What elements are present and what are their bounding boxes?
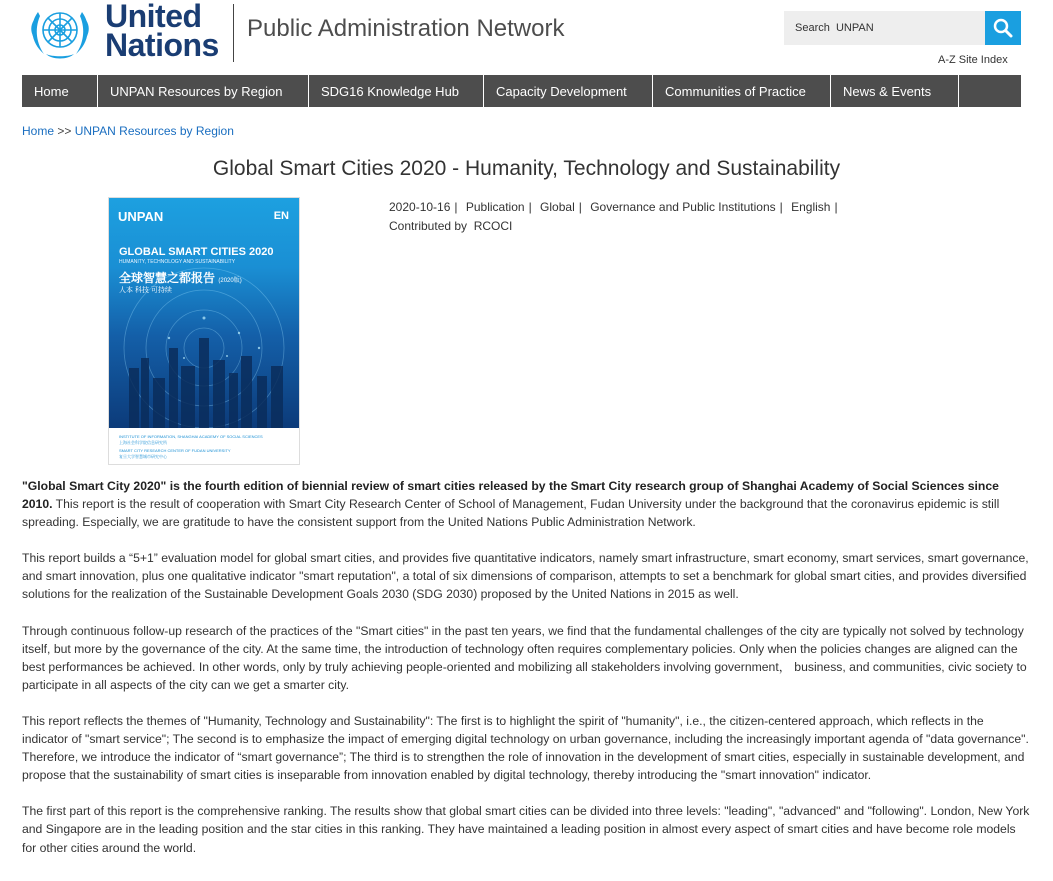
- meta-region[interactable]: Global: [540, 200, 575, 214]
- un-wordmark[interactable]: [105, 0, 219, 63]
- az-site-index-link[interactable]: A-Z Site Index: [938, 54, 1008, 66]
- nav-news-events[interactable]: News & Events: [831, 75, 959, 107]
- un-wordmark-line2: Nations: [105, 27, 219, 63]
- nav-communities-of-practice[interactable]: Communities of Practice: [653, 75, 831, 107]
- un-emblem-icon[interactable]: [24, 2, 96, 64]
- cover-institute-1-cn: 上海社会科学院信息研究所: [119, 440, 167, 445]
- page-title: Global Smart Cities 2020 - Humanity, Technology and Sustainability: [212, 157, 841, 180]
- cover-subtitle-en: HUMANITY, TECHNOLOGY AND SUSTAINABILITY: [119, 259, 236, 265]
- report-cover-image[interactable]: [108, 197, 300, 465]
- breadcrumb-separator: >>: [57, 124, 72, 138]
- cover-title-cn: 全球智慧之都报告 (2020版): [119, 271, 242, 285]
- site-header: [0, 0, 1053, 75]
- paragraph-1-rest: This report is the result of cooperation with Smart City Research Center of School of Management, Fudan University under the background that the coronavirus epidemic is still spreading. Especially, we are gratitude to have the consistent support from the United Nations Public Administration Network.: [22, 497, 1000, 530]
- cover-title-en: GLOBAL SMART CITIES 2020: [119, 246, 274, 258]
- search-input[interactable]: [784, 11, 985, 45]
- paragraph-2: This report builds a “5+1” evaluation model for global smart cities, and provides five quantitative indicators, namely smart infrastructure, smart economy, smart services, smart governance, and smart innovation, plus one qualitative indicator "smart reputation", a total of six dimensions of comparison, attempts to set a benchmark for global smart cities, and provides diversified solutions for the realization of the Sustainable Development Goals 2030 (SDG 2030) proposed by the United Nations in 2015 as well.: [22, 551, 1029, 602]
- nav-sdg16-hub[interactable]: SDG16 Knowledge Hub: [309, 75, 484, 107]
- cover-subtitle-cn: 人本 科技 可持续: [119, 287, 172, 294]
- article-body: [22, 477, 1030, 875]
- nav-home[interactable]: Home: [22, 75, 98, 107]
- cover-institute-1: INSTITUTE OF INFORMATION, SHANGHAI ACADEMY OF SOCIAL SCIENCES: [119, 434, 263, 439]
- meta-type[interactable]: Publication: [465, 200, 525, 214]
- breadcrumb-home[interactable]: Home: [22, 124, 55, 138]
- cover-lang: EN: [273, 210, 289, 222]
- meta-date: 2020-10-16: [389, 200, 451, 214]
- main-nav: [22, 75, 1021, 107]
- search-button[interactable]: [985, 11, 1021, 45]
- cover-artwork: [109, 198, 299, 428]
- publication-meta: [389, 198, 843, 236]
- search-icon: [993, 18, 1013, 38]
- site-title[interactable]: Public Administration Network: [247, 15, 565, 42]
- cover-brand: UNPAN: [118, 209, 164, 224]
- nav-unpan-resources[interactable]: UNPAN Resources by Region: [98, 75, 309, 107]
- meta-language[interactable]: English: [791, 200, 831, 214]
- cover-institute-2-cn: 复旦大学智慧城市研究中心: [119, 454, 167, 459]
- paragraph-5: The first part of this report is the comprehensive ranking. The results show that global smart cities can be divided into three levels: "leading", "advanced" and "following". London, New York and Singapore are in the leading position and the star cities in this ranking. They have maintained a leading position in almost every aspect of smart cities and have become role models for other cities around the world.: [22, 804, 1030, 855]
- meta-contributed-row: [389, 217, 843, 236]
- meta-contributed-label: Contributed by: [389, 219, 468, 233]
- cover-footer: [109, 428, 299, 465]
- city-globe-graphic: [109, 198, 299, 428]
- paragraph-4: This report reflects the themes of "Humanity, Technology and Sustainability": The first is to highlight the spirit of "humanity", i.e., the citizen-centered approach, which reflects in the indicator of "smart service"; The second is to emphasize the impact of emerging digital technology on urban governance, including the increasingly important agenda of "data governance". Therefore, we introduce the indicator of “smart governance”; The third is to strengthen the role of innovation in the development of smart cities, especially in sustainable development, and propose that the sustainability of smart cities is inseparable from innovation enabled by digital technology, thereby introducing the "smart innovation" indicator.: [22, 713, 1029, 783]
- paragraph-1: [22, 477, 1030, 531]
- breadcrumb-current[interactable]: UNPAN Resources by Region: [74, 124, 234, 138]
- cover-institute-2: SMART CITY RESEARCH CENTER OF FUDAN UNIVERSITY: [119, 448, 231, 453]
- paragraph-1-lead: "Global Smart City 2020" is the fourth edition of biennial review of smart cities released by the Smart City research group of Shanghai Academy of Social Sciences since 2010.: [22, 479, 999, 512]
- nav-capacity-development[interactable]: Capacity Development: [484, 75, 653, 107]
- meta-topic[interactable]: Governance and Public Institutions: [590, 200, 776, 214]
- header-divider: [233, 4, 234, 62]
- meta-tags-row: 2020-10-16 | Publication | Global | Governance and Public Institutions | English |: [389, 200, 838, 214]
- paragraph-3: Through continuous follow-up research of the practices of the "Smart cities" in the past ten years, we find that the fundamental challenges of the city are typically not solved by technology itself, but more by the governance of the city. At the same time, the introduction of technology often requires complementary policies. Only when the policies changes are aligned can the best performances be achieved. In other words, only by truly achieving people-oriented and mobilizing all stakeholders involving government， business, and communities, civic society to participate in all aspects of the city can we get a smarter city.: [22, 623, 1027, 692]
- meta-contributor[interactable]: RCOCI: [473, 219, 513, 233]
- un-wordmark-line1: United: [105, 0, 202, 34]
- breadcrumb: [22, 124, 234, 138]
